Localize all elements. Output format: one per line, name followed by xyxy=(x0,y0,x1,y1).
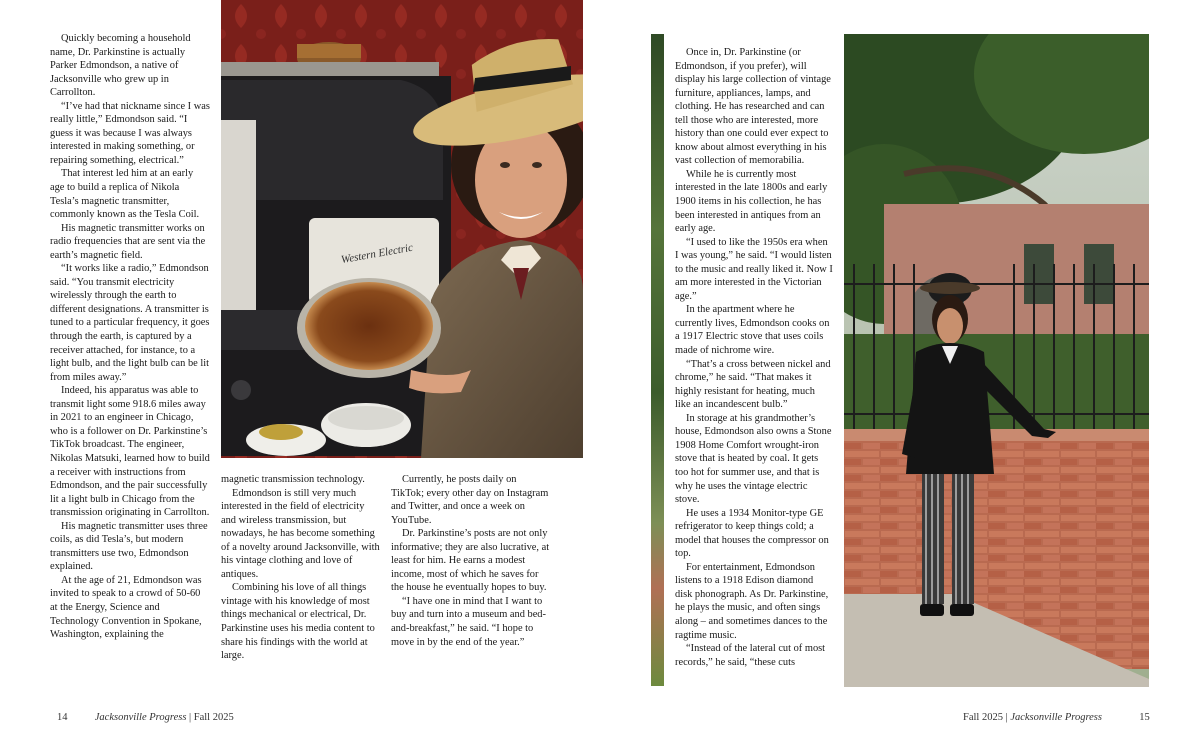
footer-separator: | xyxy=(1005,712,1008,723)
issue-label: Fall 2025 xyxy=(193,712,234,723)
paragraph: Dr. Parkinstine’s posts are not only informative; they are also lucrative, at least for him. He earns a modest income, most of which he saves for the house he eventually hopes to buy. xyxy=(391,528,550,594)
paragraph: Combining his love of all things vintage with his knowledge of most things mechanical or electrical, Dr. Parkinstine uses his media content to share his findings with the world at large. xyxy=(221,582,375,662)
photo-strip-edge xyxy=(651,34,664,686)
paragraph: His magnetic transmitter uses three coils, as did Tesla’s, but modern transmitters use two, Edmondson explained. xyxy=(50,520,208,573)
paragraph: While he is currently most interested in the late 1800s and early 1900 items in his collection, he has been interested in antiques from an early age. xyxy=(675,168,828,235)
paragraph: “That’s a cross between nickel and chrome,” he said. “That makes it highly resistant for heating, much like an incandescent bulb.” xyxy=(675,358,831,411)
paragraph: At the age of 21, Edmondson was invited to speak to a crowd of 50-60 at the Energy, Science and Technology Convention in Spokane, Washington, explaining the xyxy=(50,574,202,641)
right-footer xyxy=(963,712,1150,723)
issue-label: Fall 2025 xyxy=(963,712,1003,723)
paragraph: “I used to like the 1950s era when I was young,” he said. “I would listen to the music and really liked it. Now I am more interested in the Victorian age.” xyxy=(675,236,833,302)
paragraph: Once in, Dr. Parkinstine (or Edmondson, if you prefer), will display his large collection of vintage furniture, appliances, lamps, and clothing. He has researched and can tell those who are interested, more history than one could ever expect to know about almost everything in his vast collection of memorabilia. xyxy=(675,47,831,167)
footer-separator: | xyxy=(189,712,192,723)
paragraph: “I’ve had that nickname since I was really little,” Edmondson said. “I guess it was because I was always interested in making something, or repairing something, electrical.” xyxy=(50,100,210,166)
paragraph: In storage at his grandmother’s house, Edmondson also owns a Stone 1908 Home Comfort wrought-iron stove that is heated by coal. It gets too hot for summer use, and that is why he uses the vintage electric stove. xyxy=(675,412,832,506)
paragraph: magnetic transmission technology. xyxy=(221,474,365,485)
page-number: 14 xyxy=(57,712,68,723)
left-column-2 xyxy=(221,473,381,663)
photo-stove-pie xyxy=(221,0,583,458)
paragraph: Currently, he posts daily on TikTok; every other day on Instagram and Twitter, and once a week on YouTube. xyxy=(391,474,549,526)
right-column-1 xyxy=(675,46,833,669)
paragraph: In the apartment where he currently lives, Edmondson cooks on a 1917 Electric stove that uses coils made of nichrome wire. xyxy=(675,304,830,357)
photo-man-brick-wall-illustration xyxy=(844,34,1149,687)
paragraph: That interest led him at an early age to build a replica of Nikola Tesla’s magnetic transmitter, commonly known as the Tesla Coil. xyxy=(50,168,200,221)
left-column-3 xyxy=(391,473,551,649)
publication-name: Jacksonville Progress xyxy=(94,712,187,723)
left-column-1 xyxy=(50,32,210,642)
paragraph: “I have one in mind that I want to buy and turn into a museum and bed-and-breakfast,” he said. “I hope to move in by the end of the year.” xyxy=(391,595,546,648)
paragraph: For entertainment, Edmondson listens to a 1918 Edison diamond disk phonograph. As Dr. Parkinstine, he plays the music, and often sings along – and sometimes dances to the ragtime music. xyxy=(675,561,829,641)
paragraph: “Instead of the lateral cut of most records,” he said, “these cuts xyxy=(675,643,826,668)
paragraph: Quickly becoming a household name, Dr. Parkinstine is actually Parker Edmondson, a native of Jacksonville who grew up in Carrollton. xyxy=(50,33,191,99)
paragraph: His magnetic transmitter works on radio frequencies that are sent via the earth’s magnetic field. xyxy=(50,222,206,261)
paragraph: “It works like a radio,” Edmondson said. “You transmit electricity wirelessly through the earth to different designations. A transmitter is tuned to a particular frequency, it goes through the earth, is captured by a receiver attached, for instance, to a light bulb, and the light bulb can be lit from miles away.” xyxy=(50,263,210,383)
stove-brand-label: Western Electric xyxy=(340,241,414,267)
paragraph: He uses a 1934 Monitor-type GE refrigerator to keep things cold; a model that houses the compressor on top. xyxy=(675,507,829,560)
paragraph: Indeed, his apparatus was able to transmit light some 918.6 miles away in 2021 to an engineer in Chicago, who is a follower on Dr. Parkinstine’s TikTok broadcast. The engineer, Nikolas Matsuki, learned how to build a receiver with instructions from Edmondson, and the pair successfully lit a light bulb in Chicago from the transmission originating in Carrollton. xyxy=(50,385,210,519)
page-number: 15 xyxy=(1139,712,1150,723)
left-footer xyxy=(57,712,234,723)
photo-man-brick-wall xyxy=(844,34,1149,687)
paragraph: Edmondson is still very much interested in the field of electricity and wireless transmission, but nowadays, he has become something of a novelty around Jacksonville, with his vintage clothing and love of antiques. xyxy=(221,487,380,580)
photo-stove-pie-illustration xyxy=(221,0,583,458)
publication-name: Jacksonville Progress xyxy=(1010,712,1102,723)
